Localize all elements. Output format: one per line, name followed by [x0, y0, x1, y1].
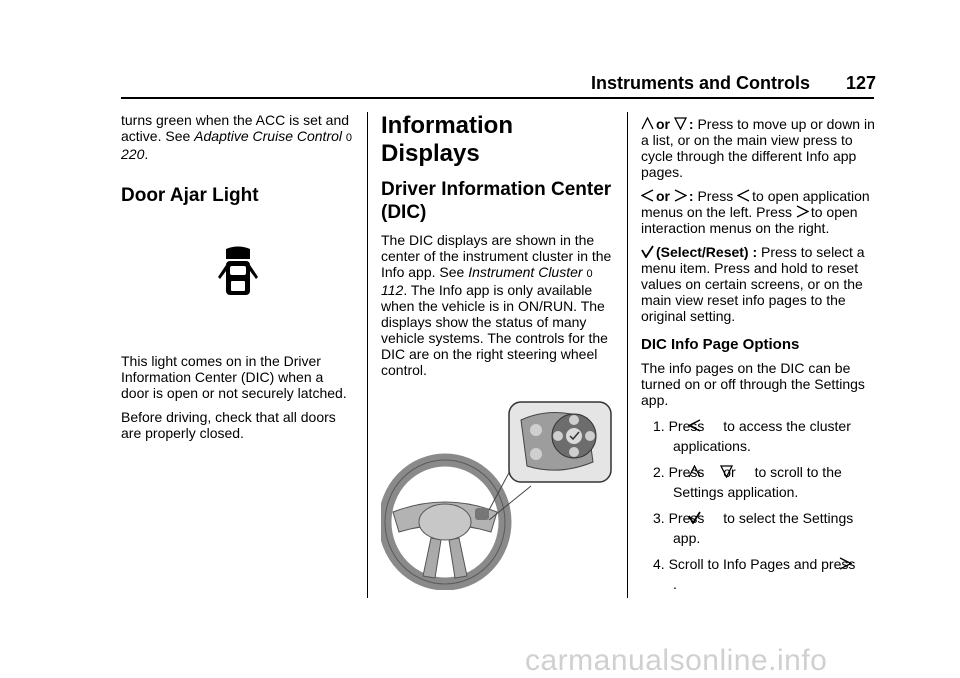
information-displays-title: Information Displays	[381, 112, 513, 167]
down-arrow-icon	[740, 463, 753, 476]
page-ref-arrow: 0	[345, 132, 353, 144]
section-title: Instruments and Controls	[590, 73, 810, 93]
cross-reference-link[interactable]: Instrument Cluster	[468, 264, 583, 280]
door-ajar-icon	[216, 245, 260, 297]
continued-paragraph: turns green when the ACC is set and active. See Adaptive Cruise Control 0 220.	[121, 112, 353, 162]
column-divider-2	[627, 112, 628, 598]
header-rule	[121, 97, 874, 99]
page-number: 127	[845, 73, 876, 93]
page-ref-arrow: 0	[586, 268, 593, 280]
list-item: 4. Scroll to Info Pages and press .	[641, 554, 875, 594]
right-arrow-icon	[859, 555, 872, 568]
updown-description: or : Press to move up or down in a list, or on the main view press to cycle through the different Info app pages.	[641, 116, 875, 180]
checkmark-icon	[641, 245, 654, 258]
list-item: 2. Press or to scroll to the Settings application.	[653, 464, 842, 500]
leftright-description: or : Press to open application menus on the left. Press to open interaction menus on the right.	[641, 188, 870, 236]
left-arrow-icon	[708, 417, 721, 430]
right-arrow-icon	[674, 189, 687, 202]
watermark: carmanualsonline.info	[525, 644, 828, 677]
door-ajar-description: This light comes on in the Driver Information Center (DIC) when a door is open or not securely latched.	[121, 353, 347, 401]
left-arrow-icon	[737, 189, 750, 202]
checkmark-icon	[708, 509, 721, 522]
list-item: 1. Press to access the cluster applications.	[653, 418, 851, 454]
dic-paragraph: The DIC displays are shown in the center of the instrument cluster in the Info app. See Instrument Cluster 0 112. The Info app is only available when the vehicle is in ON/RUN. The displays show the status of many vehicle systems. The controls for the DIC are on the right steering wheel control.	[381, 232, 612, 378]
list-item: 3. Press to select the Settings app.	[653, 510, 854, 546]
page-header	[0, 0, 960, 100]
door-check-note: Before driving, check that all doors are properly closed.	[121, 409, 336, 441]
info-options-intro: The info pages on the DIC can be turned on or off through the Settings app.	[641, 360, 865, 408]
up-arrow-icon	[641, 117, 654, 130]
cross-reference-link[interactable]: Adaptive Cruise Control	[194, 128, 343, 144]
door-ajar-heading: Door Ajar Light	[121, 185, 259, 206]
left-arrow-icon	[641, 189, 654, 202]
down-arrow-icon	[674, 117, 687, 130]
column-3	[641, 112, 875, 600]
dic-info-options-heading: DIC Info Page Options	[641, 336, 800, 353]
column-divider-1	[367, 112, 368, 598]
column-1	[121, 112, 353, 441]
steering-wheel-illustration	[381, 400, 613, 590]
page-ref-number[interactable]: 220	[121, 146, 145, 162]
right-arrow-icon	[796, 205, 809, 218]
dic-subheading: Driver Information Center (DIC)	[381, 179, 612, 223]
column-2	[381, 112, 613, 590]
steps-list	[641, 416, 875, 594]
page-ref-number[interactable]: 112	[381, 282, 404, 298]
select-reset-description: (Select/Reset) : Press to select a menu item. Press and hold to reset values on certain screens, or on the main view reset info pages to the original setting.	[641, 244, 865, 324]
